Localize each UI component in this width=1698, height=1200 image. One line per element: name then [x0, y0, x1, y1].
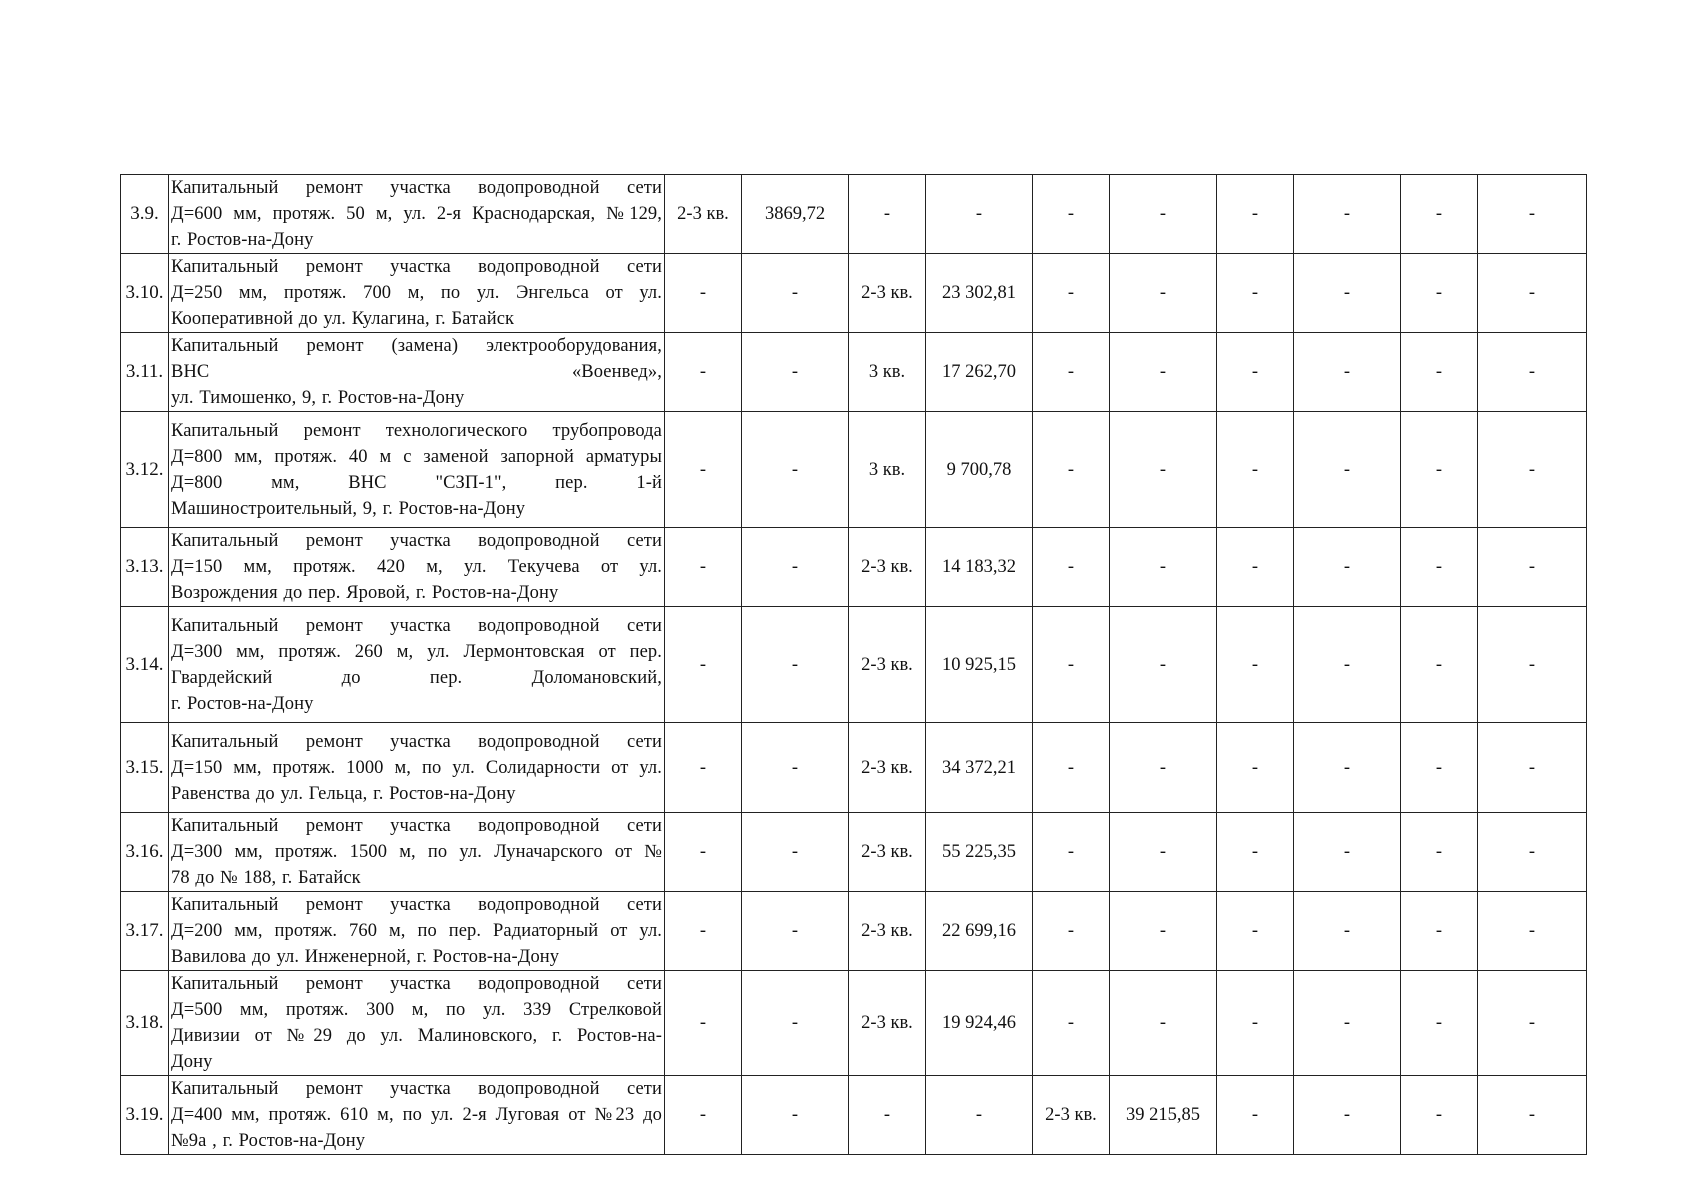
description-line: Возрождения до пер. Яровой, г. Ростов-на-Дону: [171, 583, 559, 603]
quarter-cell: -: [1033, 333, 1110, 412]
table-row: [121, 971, 1587, 1076]
quarter-cell: 2-3 кв.: [849, 254, 926, 333]
quarter-cell: -: [1217, 528, 1294, 607]
amount-cell: -: [742, 971, 849, 1076]
description-line: Капитальный ремонт участка водопроводной сети: [171, 257, 662, 277]
quarter-cell: -: [665, 723, 742, 813]
description-line: Д=250 мм, протяж. 700 м, по ул. Энгельса от ул.: [171, 283, 662, 303]
work-description: [169, 813, 665, 892]
description-line: 78 до № 188, г. Батайск: [171, 868, 361, 888]
table-row: [121, 254, 1587, 333]
description-line: Капитальный ремонт участка водопроводной сети: [171, 816, 662, 836]
row-number: 3.14.: [121, 607, 169, 723]
amount-cell: -: [742, 607, 849, 723]
quarter-cell: -: [1401, 333, 1478, 412]
amount-cell: 55 225,35: [926, 813, 1033, 892]
table-row: [121, 175, 1587, 254]
quarter-cell: -: [1033, 892, 1110, 971]
work-description: [169, 333, 665, 412]
amount-cell: -: [1294, 971, 1401, 1076]
amount-cell: -: [1294, 723, 1401, 813]
description-line: Капитальный ремонт технологического трубопровода: [171, 420, 662, 441]
capital-repair-table: [120, 174, 1587, 1155]
amount-cell: 39 215,85: [1110, 1076, 1217, 1155]
amount-cell: -: [1294, 412, 1401, 528]
amount-cell: -: [1478, 333, 1587, 412]
description-line: г. Ростов-на-Дону: [171, 693, 314, 714]
amount-cell: -: [1110, 412, 1217, 528]
quarter-cell: 2-3 кв.: [665, 175, 742, 254]
table-row: [121, 333, 1587, 412]
amount-cell: -: [1478, 254, 1587, 333]
amount-cell: -: [1294, 892, 1401, 971]
description-line: ВНС «Военвед»,: [171, 362, 662, 382]
amount-cell: 14 183,32: [926, 528, 1033, 607]
amount-cell: -: [742, 813, 849, 892]
description-line: Д=600 мм, протяж. 50 м, ул. 2-я Краснодарская, №129,: [171, 204, 662, 224]
amount-cell: -: [1478, 892, 1587, 971]
amount-cell: 22 699,16: [926, 892, 1033, 971]
row-number: 3.9.: [121, 175, 169, 254]
quarter-cell: -: [1033, 254, 1110, 333]
amount-cell: -: [742, 723, 849, 813]
description-line: ул. Тимошенко, 9, г. Ростов-на-Дону: [171, 388, 465, 408]
amount-cell: -: [1110, 971, 1217, 1076]
description-line: Д=500 мм, протяж. 300 м, по ул. 339 Стрелковой: [171, 1000, 662, 1020]
amount-cell: -: [1110, 528, 1217, 607]
amount-cell: -: [1110, 254, 1217, 333]
table-row: [121, 1076, 1587, 1155]
quarter-cell: -: [1401, 607, 1478, 723]
amount-cell: -: [926, 1076, 1033, 1155]
description-line: Капитальный ремонт участка водопроводной сети: [171, 1079, 662, 1099]
row-number: 3.16.: [121, 813, 169, 892]
description-line: Капитальный ремонт участка водопроводной сети: [171, 731, 662, 752]
quarter-cell: 2-3 кв.: [849, 971, 926, 1076]
description-line: Равенства до ул. Гельца, г. Ростов-на-Дону: [171, 783, 516, 804]
description-line: г. Ростов-на-Дону: [171, 230, 314, 250]
amount-cell: -: [1110, 892, 1217, 971]
amount-cell: -: [1294, 607, 1401, 723]
work-description: [169, 971, 665, 1076]
description-line: Д=300 мм, протяж. 260 м, ул. Лермонтовская от пер.: [171, 641, 662, 662]
quarter-cell: -: [665, 528, 742, 607]
quarter-cell: -: [1401, 254, 1478, 333]
row-number: 3.11.: [121, 333, 169, 412]
quarter-cell: -: [1401, 175, 1478, 254]
amount-cell: -: [1478, 971, 1587, 1076]
amount-cell: -: [1478, 723, 1587, 813]
amount-cell: -: [742, 892, 849, 971]
description-line: Д=800 мм, ВНС "СЗП-1", пер. 1-й: [171, 472, 662, 493]
amount-cell: -: [1478, 1076, 1587, 1155]
quarter-cell: -: [1217, 333, 1294, 412]
quarter-cell: -: [665, 892, 742, 971]
work-description: [169, 723, 665, 813]
quarter-cell: -: [1033, 175, 1110, 254]
amount-cell: -: [1294, 813, 1401, 892]
quarter-cell: -: [1033, 607, 1110, 723]
quarter-cell: -: [1217, 723, 1294, 813]
row-number: 3.19.: [121, 1076, 169, 1155]
quarter-cell: -: [665, 254, 742, 333]
quarter-cell: -: [1401, 971, 1478, 1076]
work-description: [169, 892, 665, 971]
amount-cell: -: [1294, 254, 1401, 333]
work-description: [169, 607, 665, 723]
description-line: Дивизии от №29 до ул. Малиновского, г. Ростов-на-: [171, 1026, 662, 1046]
table-row: [121, 892, 1587, 971]
amount-cell: -: [1110, 333, 1217, 412]
amount-cell: 19 924,46: [926, 971, 1033, 1076]
description-line: Капитальный ремонт (замена) электрооборудования,: [171, 336, 662, 356]
description-line: Капитальный ремонт участка водопроводной сети: [171, 895, 662, 915]
row-number: 3.15.: [121, 723, 169, 813]
quarter-cell: -: [1401, 412, 1478, 528]
quarter-cell: -: [665, 333, 742, 412]
amount-cell: -: [1294, 175, 1401, 254]
description-line: Капитальный ремонт участка водопроводной сети: [171, 974, 662, 994]
quarter-cell: -: [1217, 971, 1294, 1076]
work-description: [169, 412, 665, 528]
quarter-cell: -: [665, 813, 742, 892]
description-line: Капитальный ремонт участка водопроводной сети: [171, 615, 662, 636]
description-line: Капитальный ремонт участка водопроводной сети: [171, 178, 662, 198]
amount-cell: -: [742, 254, 849, 333]
description-line: Кооперативной до ул. Кулагина, г. Батайск: [171, 309, 515, 329]
amount-cell: 10 925,15: [926, 607, 1033, 723]
amount-cell: -: [926, 175, 1033, 254]
description-line: Д=150 мм, протяж. 1000 м, по ул. Солидарности от ул.: [171, 757, 662, 778]
amount-cell: -: [1478, 412, 1587, 528]
quarter-cell: 2-3 кв.: [849, 892, 926, 971]
quarter-cell: -: [665, 607, 742, 723]
quarter-cell: -: [1217, 412, 1294, 528]
quarter-cell: -: [1401, 1076, 1478, 1155]
amount-cell: -: [1478, 607, 1587, 723]
description-line: Д=200 мм, протяж. 760 м, по пер. Радиаторный от ул.: [171, 921, 662, 941]
table-row: [121, 528, 1587, 607]
quarter-cell: -: [849, 1076, 926, 1155]
amount-cell: -: [1294, 1076, 1401, 1155]
amount-cell: -: [1110, 723, 1217, 813]
amount-cell: -: [1294, 333, 1401, 412]
quarter-cell: -: [665, 1076, 742, 1155]
quarter-cell: -: [1217, 892, 1294, 971]
row-number: 3.13.: [121, 528, 169, 607]
quarter-cell: 2-3 кв.: [849, 723, 926, 813]
amount-cell: 17 262,70: [926, 333, 1033, 412]
quarter-cell: 2-3 кв.: [849, 607, 926, 723]
quarter-cell: -: [665, 971, 742, 1076]
row-number: 3.12.: [121, 412, 169, 528]
quarter-cell: 3 кв.: [849, 333, 926, 412]
row-number: 3.17.: [121, 892, 169, 971]
quarter-cell: 2-3 кв.: [849, 528, 926, 607]
amount-cell: 23 302,81: [926, 254, 1033, 333]
quarter-cell: -: [1401, 723, 1478, 813]
quarter-cell: -: [1401, 813, 1478, 892]
amount-cell: -: [742, 333, 849, 412]
quarter-cell: -: [1401, 892, 1478, 971]
table-row: [121, 813, 1587, 892]
description-line: Д=150 мм, протяж. 420 м, ул. Текучева от ул.: [171, 557, 662, 577]
description-line: №9а , г. Ростов-на-Дону: [171, 1131, 366, 1151]
amount-cell: -: [1294, 528, 1401, 607]
row-number: 3.10.: [121, 254, 169, 333]
quarter-cell: -: [1217, 813, 1294, 892]
quarter-cell: -: [1033, 813, 1110, 892]
table-row: [121, 607, 1587, 723]
description-line: Гвардейский до пер. Доломановский,: [171, 667, 662, 688]
quarter-cell: -: [1217, 607, 1294, 723]
amount-cell: -: [1478, 528, 1587, 607]
description-line: Д=400 мм, протяж. 610 м, по ул. 2-я Луговая от №23 до: [171, 1105, 662, 1125]
quarter-cell: -: [849, 175, 926, 254]
description-line: Дону: [171, 1052, 213, 1072]
amount-cell: -: [1478, 813, 1587, 892]
quarter-cell: -: [1217, 1076, 1294, 1155]
quarter-cell: 2-3 кв.: [849, 813, 926, 892]
table-row: [121, 723, 1587, 813]
work-description: [169, 528, 665, 607]
work-description: [169, 175, 665, 254]
quarter-cell: -: [1033, 971, 1110, 1076]
amount-cell: -: [742, 528, 849, 607]
description-line: Д=800 мм, протяж. 40 м с заменой запорной арматуры: [171, 446, 662, 467]
description-line: Д=300 мм, протяж. 1500 м, по ул. Луначарского от №: [171, 842, 662, 862]
description-line: Капитальный ремонт участка водопроводной сети: [171, 531, 662, 551]
amount-cell: -: [1110, 813, 1217, 892]
description-line: Вавилова до ул. Инженерной, г. Ростов-на-Дону: [171, 947, 560, 967]
quarter-cell: -: [1033, 412, 1110, 528]
quarter-cell: 3 кв.: [849, 412, 926, 528]
amount-cell: 3869,72: [742, 175, 849, 254]
quarter-cell: -: [1217, 254, 1294, 333]
quarter-cell: 2-3 кв.: [1033, 1076, 1110, 1155]
description-line: Машиностроительный, 9, г. Ростов-на-Дону: [171, 498, 526, 519]
amount-cell: -: [742, 1076, 849, 1155]
quarter-cell: -: [1401, 528, 1478, 607]
amount-cell: 9 700,78: [926, 412, 1033, 528]
quarter-cell: -: [1033, 723, 1110, 813]
amount-cell: -: [1110, 607, 1217, 723]
amount-cell: -: [1110, 175, 1217, 254]
row-number: 3.18.: [121, 971, 169, 1076]
work-description: [169, 1076, 665, 1155]
quarter-cell: -: [1033, 528, 1110, 607]
amount-cell: -: [742, 412, 849, 528]
amount-cell: 34 372,21: [926, 723, 1033, 813]
quarter-cell: -: [665, 412, 742, 528]
table-row: [121, 412, 1587, 528]
work-description: [169, 254, 665, 333]
amount-cell: -: [1478, 175, 1587, 254]
table-body: [121, 175, 1587, 1155]
quarter-cell: -: [1217, 175, 1294, 254]
